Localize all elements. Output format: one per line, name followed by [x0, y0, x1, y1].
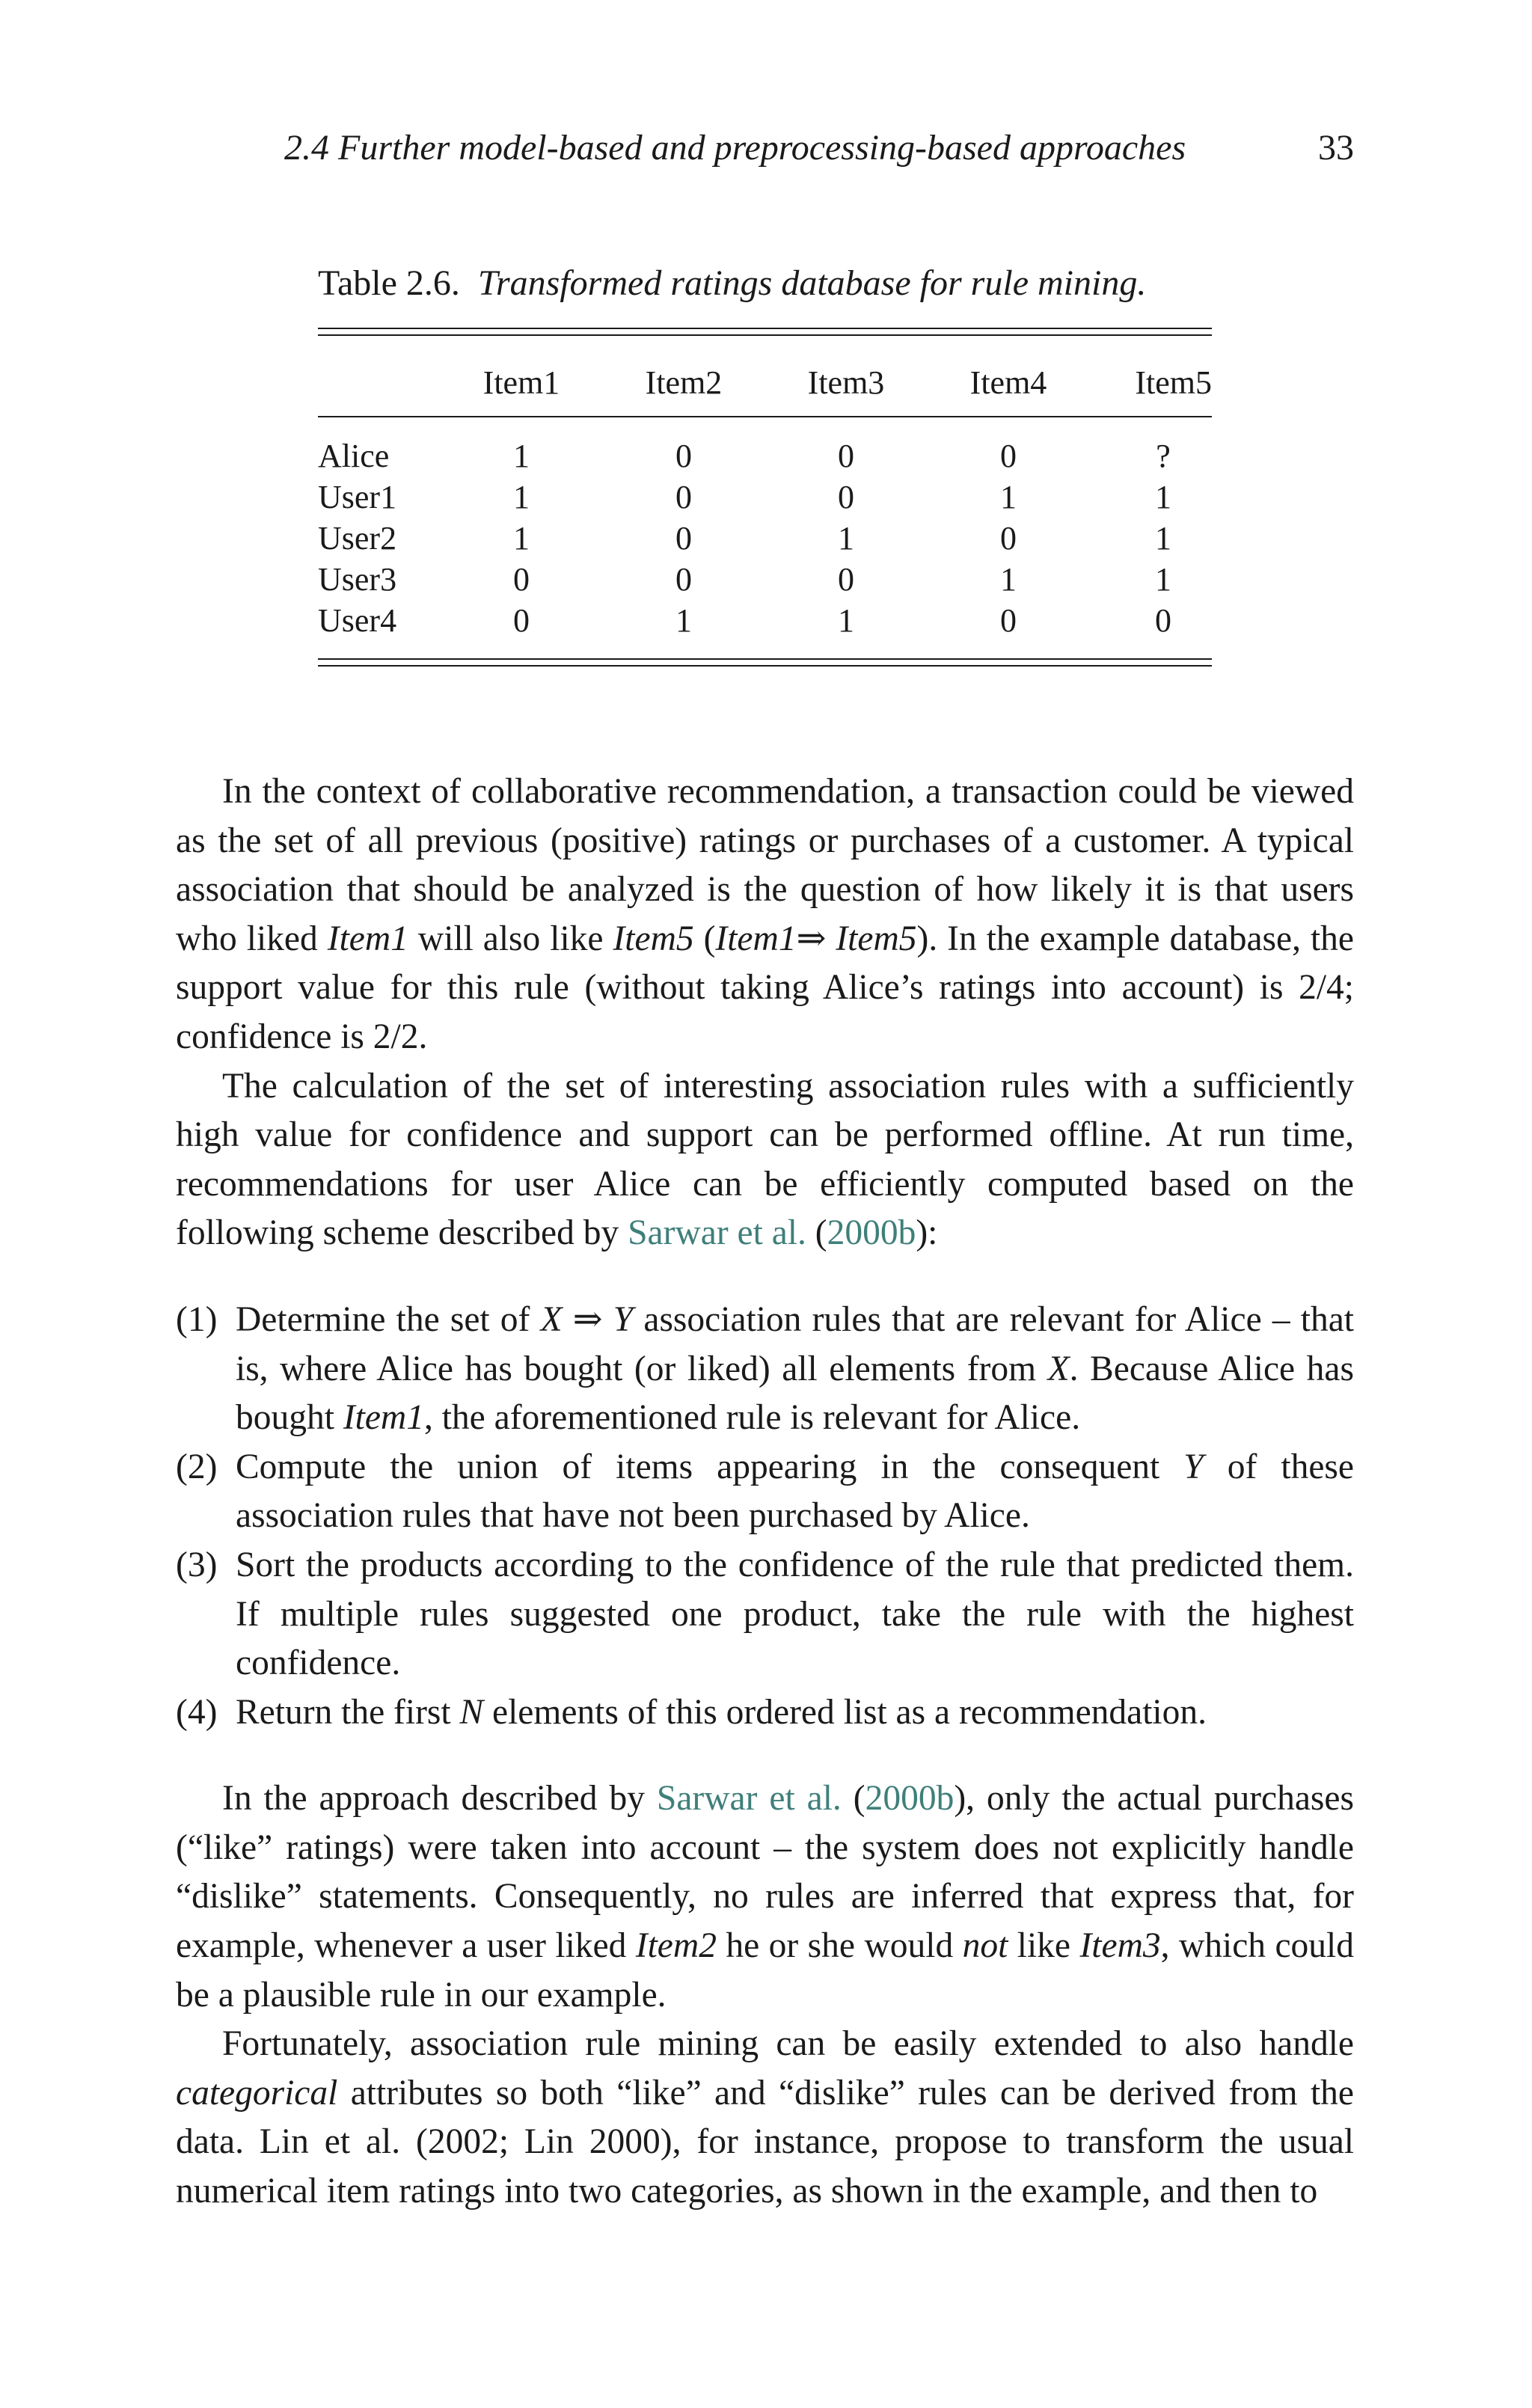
row-user-label: User4 — [318, 602, 397, 639]
text-run: Return the first — [236, 1692, 460, 1732]
section-title: 2.4 Further model-based and preprocessing-based approaches — [284, 128, 1186, 168]
table-cell: 0 — [1000, 602, 1017, 639]
math-symbol: X — [1047, 1349, 1070, 1388]
table-caption-label: Table 2.6. — [318, 263, 460, 303]
text-run: In the approach described by — [222, 1779, 657, 1819]
table-cell: 0 — [838, 561, 854, 598]
text-run: he or she would — [716, 1926, 963, 1966]
table-cell: 1 — [1155, 520, 1171, 557]
citation-author-link[interactable]: Sarwar et al. — [656, 1779, 842, 1819]
text-run: elements of this ordered list as a recommendation. — [483, 1692, 1207, 1732]
step-number: (1) — [176, 1299, 218, 1339]
table-cell: 0 — [1000, 438, 1017, 474]
item-name: Item5 — [613, 919, 694, 958]
table-cell: 0 — [838, 479, 854, 515]
table-cell: 0 — [675, 561, 692, 598]
table-cell: 1 — [513, 479, 530, 515]
page-number: 33 — [1318, 128, 1354, 168]
text-run: ( — [841, 1779, 865, 1819]
paragraph — [176, 1774, 1354, 2020]
table-cell: 1 — [838, 602, 854, 639]
math-symbol: Y — [613, 1299, 634, 1339]
math-symbol: N — [459, 1692, 484, 1732]
text-run: Fortunately, association rule mining can be easily extended to also handle — [222, 2024, 1354, 2064]
table-caption-text: Transformed ratings database for rule mining. — [477, 263, 1147, 303]
step-number: (4) — [176, 1692, 218, 1732]
table-cell: ? — [1156, 438, 1171, 474]
text-run: ). In the example database, the support value for this rule (without taking Alice’s ratings into account) is 2/4; confidence is 2/2. — [176, 919, 1355, 1056]
item-name: Item2 — [635, 1926, 717, 1966]
table-cell: 0 — [838, 438, 854, 474]
text-run: association rules that are relevant for Alice – that is, where Alice has bought (or liked) all elements from — [236, 1299, 1354, 1388]
text-run: Determine the set of — [236, 1299, 541, 1339]
item-name: Item3 — [1079, 1926, 1161, 1966]
implies-symbol: ⇒ — [562, 1299, 613, 1339]
table-top-rule — [318, 328, 1212, 329]
table-cell: 1 — [675, 602, 692, 639]
row-user-label: Alice — [318, 438, 390, 474]
text-run: ), only the actual purchases (“like” ratings) were taken into account – the system does not explicitly handle “dislike” statements. Consequently, no rules are inferred that express that, for example, whenever a user liked — [176, 1779, 1354, 1966]
table-cell: 0 — [675, 438, 692, 474]
table-cell: 1 — [838, 520, 854, 557]
text-run: , which could be a plausible rule in our example. — [176, 1926, 1354, 2015]
math-symbol: Y — [1183, 1447, 1204, 1486]
body-text — [176, 768, 1354, 2216]
item-name: Item1 — [343, 1398, 424, 1438]
table-bottom-rule-second — [318, 665, 1212, 667]
table-bottom-rule — [318, 658, 1212, 660]
column-header: Item1 — [482, 364, 560, 401]
row-user-label: User1 — [318, 479, 397, 515]
table-header-rule — [318, 416, 1212, 417]
text-run: Compute the union of items appearing in the consequent — [236, 1447, 1184, 1486]
list-item — [176, 1443, 1354, 1541]
table-cell: 1 — [513, 438, 530, 474]
paragraph — [176, 2020, 1354, 2216]
table-cell: 1 — [1155, 561, 1171, 598]
table-cell: 0 — [675, 520, 692, 557]
step-text — [236, 1296, 1354, 1443]
list-item — [176, 1296, 1354, 1443]
row-user-label: User3 — [318, 561, 397, 598]
item-name: Item1 — [327, 919, 408, 958]
table-top-rule-second — [318, 334, 1212, 336]
paragraph — [176, 1062, 1354, 1258]
table-cell: 0 — [675, 479, 692, 515]
scheme-steps-list — [176, 1296, 1354, 1737]
text-run: The calculation of the set of interesting association rules with a sufficiently high value for confidence and support can be performed offline. At run time, recommendations for user Alice can be efficiently computed based on the following scheme described by — [176, 1066, 1354, 1253]
text-run: will also like — [408, 919, 613, 958]
table-cell: 1 — [1155, 479, 1171, 515]
text-run: ( — [806, 1213, 827, 1253]
step-text — [236, 1443, 1354, 1541]
table-caption — [318, 260, 1146, 307]
table-cell: 1 — [1000, 561, 1017, 598]
math-symbol: X — [540, 1299, 563, 1339]
step-number: (3) — [176, 1545, 218, 1584]
column-header: Item3 — [807, 364, 885, 401]
text-run: attributes so both “like” and “dislike” rules can be derived from the data. Lin et al. (2002; Lin 2000), for instance, propose to transform the usual numerical item ratings into two categories, as shown in the example, and then to — [176, 2073, 1354, 2211]
citation-year-link[interactable]: 2000b — [865, 1779, 955, 1819]
step-text — [236, 1688, 1354, 1738]
step-text: Sort the products according to the confidence of the rule that predicted them. If multiple rules suggested one product, take the rule with the highest confidence. — [236, 1545, 1354, 1683]
step-number: (2) — [176, 1447, 218, 1486]
text-run: In the context of collaborative recommendation, a transaction could be viewed as the set of all previous (positive) ratings or purchases of a customer. A typical association that should be analyzed is the question of how likely it is that users who liked — [176, 772, 1354, 958]
column-header: Item2 — [645, 364, 723, 401]
emphasis: categorical — [176, 2073, 338, 2113]
table-cell: 0 — [513, 561, 530, 598]
text-run: of these association rules that have not been purchased by Alice. — [236, 1447, 1354, 1536]
emphasis: not — [962, 1926, 1008, 1966]
table-cell: 0 — [1000, 520, 1017, 557]
text-run: ( — [693, 919, 716, 958]
table-cell: 0 — [513, 602, 530, 639]
column-header: Item5 — [1135, 364, 1212, 401]
citation-author-link[interactable]: Sarwar et al. — [628, 1213, 806, 1253]
text-run: . Because Alice has bought — [236, 1349, 1354, 1438]
table-cell: 0 — [1155, 602, 1171, 639]
rule-expression: Item1⇒ Item5 — [715, 919, 917, 958]
citation-year-link[interactable]: 2000b — [827, 1213, 916, 1253]
column-header: Item4 — [969, 364, 1047, 401]
text-run: ): — [916, 1213, 938, 1253]
row-user-label: User2 — [318, 520, 397, 557]
list-item — [176, 1688, 1354, 1738]
paragraph — [176, 768, 1354, 1062]
text-run: like — [1008, 1926, 1080, 1966]
text-run: , the aforementioned rule is relevant for Alice. — [423, 1398, 1081, 1438]
list-item — [176, 1541, 1354, 1688]
table-cell: 1 — [1000, 479, 1017, 515]
table-cell: 1 — [513, 520, 530, 557]
